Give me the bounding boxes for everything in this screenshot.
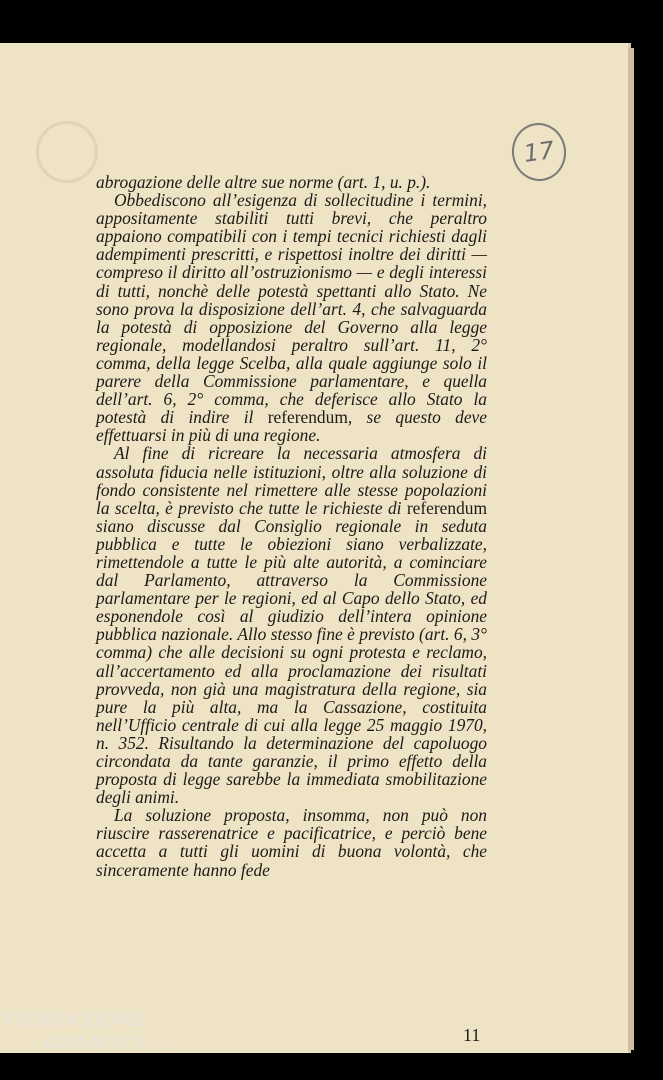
text-segment: Obbediscono all’esigenza di sollecitudine i termini, appositamente stabiliti tutti brevi, che peraltro appaiono compatibili con i tempi tecnici richiesti dagli adempimenti prescritti, e rispettosi inoltre dei diritti — compreso il diritto all’ostruzionismo — e degli interessi di tutti, nonchè delle potestà spettanti allo Stato. Ne sono prova la disposizione dell’art. 4, che salvaguarda la potestà di opposizione del Governo alla legge regionale, modellandosi peraltro sull’art. 11, 2° comma, della legge Scelba, alla quale aggiunge solo il parere della Commissione parlamentare, e quella dell’art. 6, 2° comma, che deferisce allo Stato la potestà di indire il	[96, 190, 487, 428]
paragraph	[96, 173, 487, 191]
folio-stamp-number: 17	[521, 136, 557, 168]
text-segment: abrogazione delle altre sue norme (art. 1, u. p.).	[96, 172, 431, 192]
page-edge	[628, 48, 634, 1050]
page-number: 11	[463, 1025, 481, 1045]
watermark-logo	[4, 1010, 177, 1054]
text-segment: siano discusse dal Consiglio regionale in seduta pubblica e tutte le obiezioni siano verbalizzate, rimettendole a tutte le più alte autorità, a cominciare dal Parlamento, attraverso la Commissione parlamentare per le regioni, ed al Capo dello Stato, ed esponendole così al giudizio dell’intera opinione pubblica nazionale. Allo stesso fine è previsto (art. 6, 3° comma) che alle decisioni su ogni protesta e reclamo, all’accertamento ed alla proclamazione dei risultati provveda, non già una magistratura della regione, sia pure la più alta, ma la Cassazione, costituita nell’Ufficio centrale di cui alla legge 25 maggio 1970, n. 352. Risultando la determinazione del capoluogo circondata da tante garanzie, il primo effetto della proposta di legge sarebbe la immediata smobilitazione degli animi.	[96, 515, 487, 808]
roman-term: referendum	[406, 497, 487, 518]
document-page	[0, 43, 628, 1053]
text-segment: La soluzione proposta, insomma, non può non riuscire rasserenatrice e pacificatrice, e perciò bene accetta a tutti gli uomini di buona volontà, che sinceramente hanno fede	[96, 805, 487, 880]
text-segment: , se questo deve effettuarsi in più di una regione.	[96, 407, 487, 446]
body-text	[96, 173, 487, 879]
text-segment: Al fine di ricreare la necessaria atmosfera di assoluta fiducia nelle istituzioni, oltre alla soluzione di fondo consistente nel rimettere alle stesse popolazioni la scelta, è previsto che tutte le richieste di	[96, 443, 487, 518]
paragraph	[96, 806, 487, 878]
watermark-line2: GRAMSCI	[44, 1033, 145, 1054]
paragraph	[96, 444, 487, 806]
watermark-suffix: onlus	[148, 1042, 178, 1052]
paragraph	[96, 191, 487, 444]
faint-stamp-mark	[36, 121, 98, 183]
folio-stamp	[508, 120, 570, 185]
roman-term: referendum	[267, 407, 348, 428]
watermark-line1: FONDAZIONE	[4, 1010, 148, 1031]
